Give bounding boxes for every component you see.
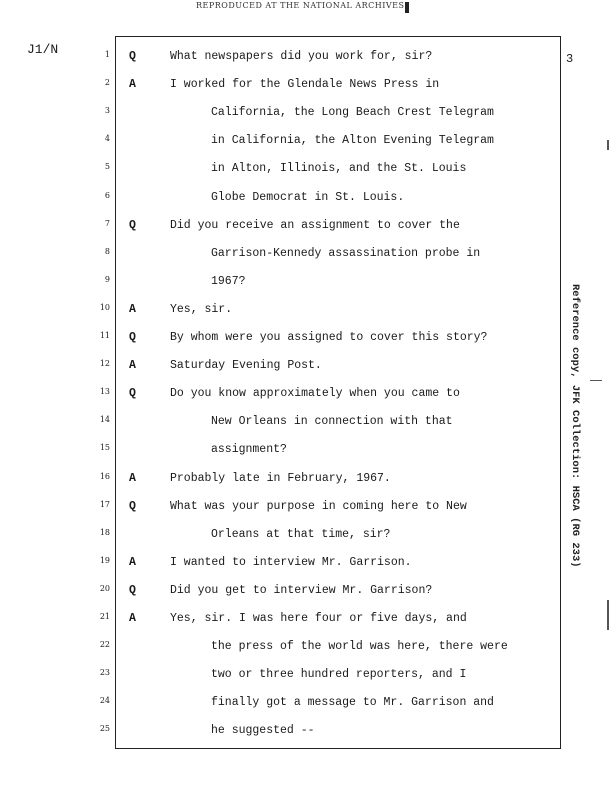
speaker-label: A bbox=[129, 612, 136, 625]
speaker-label: A bbox=[129, 302, 136, 316]
line-number: 3 bbox=[104, 106, 110, 116]
transcript-line: I wanted to interview Mr. Garrison. bbox=[170, 555, 412, 569]
transcript-line: Garrison-Kennedy assassination probe in bbox=[211, 246, 481, 260]
transcript-line: in Alton, Illinois, and the St. Louis bbox=[211, 162, 467, 176]
transcript-line: Saturday Evening Post. bbox=[170, 359, 322, 373]
line-number: 14 bbox=[99, 415, 110, 425]
transcript-line: Orleans at that time, sir? bbox=[211, 527, 391, 541]
page-number: 3 bbox=[566, 52, 574, 66]
transcript-line: I worked for the Glendale News Press in bbox=[170, 78, 440, 92]
transcript-line: Globe Democrat in St. Louis. bbox=[211, 190, 405, 204]
transcript-line: Yes, sir. I was here four or five days, and bbox=[170, 612, 467, 625]
line-number: 10 bbox=[99, 302, 110, 312]
transcript-line: What newspapers did you work for, sir? bbox=[170, 50, 433, 63]
line-number: 16 bbox=[99, 471, 110, 481]
line-number: 1 bbox=[104, 50, 110, 59]
speaker-label: Q bbox=[129, 499, 136, 513]
line-number: 21 bbox=[99, 612, 110, 621]
stamp-mark bbox=[405, 2, 409, 13]
speaker-label: A bbox=[129, 555, 136, 569]
scan-edge-mark bbox=[607, 140, 609, 150]
speaker-label: A bbox=[129, 359, 136, 373]
speaker-label: Q bbox=[129, 50, 136, 63]
transcript-line: Did you get to interview Mr. Garrison? bbox=[170, 583, 433, 597]
line-number: 20 bbox=[99, 583, 110, 593]
speaker-label: A bbox=[129, 471, 136, 485]
line-number: 2 bbox=[104, 78, 110, 88]
transcript-line: Yes, sir. bbox=[170, 302, 233, 316]
line-number: 11 bbox=[99, 331, 110, 340]
line-number: 23 bbox=[99, 668, 110, 678]
transcript-line: Probably late in February, 1967. bbox=[170, 471, 391, 485]
speaker-label: A bbox=[129, 78, 136, 92]
transcript-line: he suggested -- bbox=[211, 724, 315, 738]
transcript-line: What was your purpose in coming here to New bbox=[170, 499, 467, 513]
transcript-line: New Orleans in connection with that bbox=[211, 415, 453, 429]
line-number: 8 bbox=[104, 246, 110, 256]
reference-side-note: Reference copy, JFK Collection: HSCA (RG 233) bbox=[569, 284, 581, 568]
case-id: J1/N bbox=[27, 42, 59, 57]
line-number: 15 bbox=[99, 443, 110, 453]
transcript-line: By whom were you assigned to cover this story? bbox=[170, 331, 488, 344]
transcript-line: in California, the Alton Evening Telegram bbox=[211, 134, 494, 148]
line-number: 19 bbox=[99, 555, 110, 565]
transcript-line: California, the Long Beach Crest Telegram bbox=[211, 106, 494, 120]
transcript-line: 1967? bbox=[211, 274, 246, 288]
line-number: 22 bbox=[99, 640, 110, 650]
archives-stamp: REPRODUCED AT THE NATIONAL ARCHIVES bbox=[196, 1, 405, 10]
line-number: 4 bbox=[104, 134, 110, 144]
transcript-line: two or three hundred reporters, and I bbox=[211, 668, 467, 682]
line-number: 18 bbox=[99, 527, 110, 537]
speaker-label: Q bbox=[129, 331, 136, 344]
line-number: 6 bbox=[104, 190, 110, 200]
line-number: 25 bbox=[99, 724, 110, 734]
scan-edge-mark bbox=[590, 380, 602, 381]
speaker-label: Q bbox=[129, 583, 136, 597]
line-number: 12 bbox=[99, 359, 110, 369]
transcript-line: Do you know approximately when you came to bbox=[170, 387, 460, 401]
speaker-label: Q bbox=[129, 218, 136, 232]
scan-edge-mark bbox=[607, 600, 609, 630]
transcript-line: finally got a message to Mr. Garrison and bbox=[211, 696, 494, 710]
line-number: 24 bbox=[99, 696, 110, 706]
speaker-label: Q bbox=[129, 387, 136, 401]
line-number: 5 bbox=[104, 162, 110, 172]
line-number: 17 bbox=[99, 499, 110, 509]
transcript-line: Did you receive an assignment to cover the bbox=[170, 218, 460, 232]
transcript-line: assignment? bbox=[211, 443, 287, 457]
line-number: 13 bbox=[99, 387, 110, 397]
line-number: 9 bbox=[104, 274, 110, 284]
transcript-line: the press of the world was here, there were bbox=[211, 640, 508, 654]
line-number: 7 bbox=[104, 218, 110, 228]
